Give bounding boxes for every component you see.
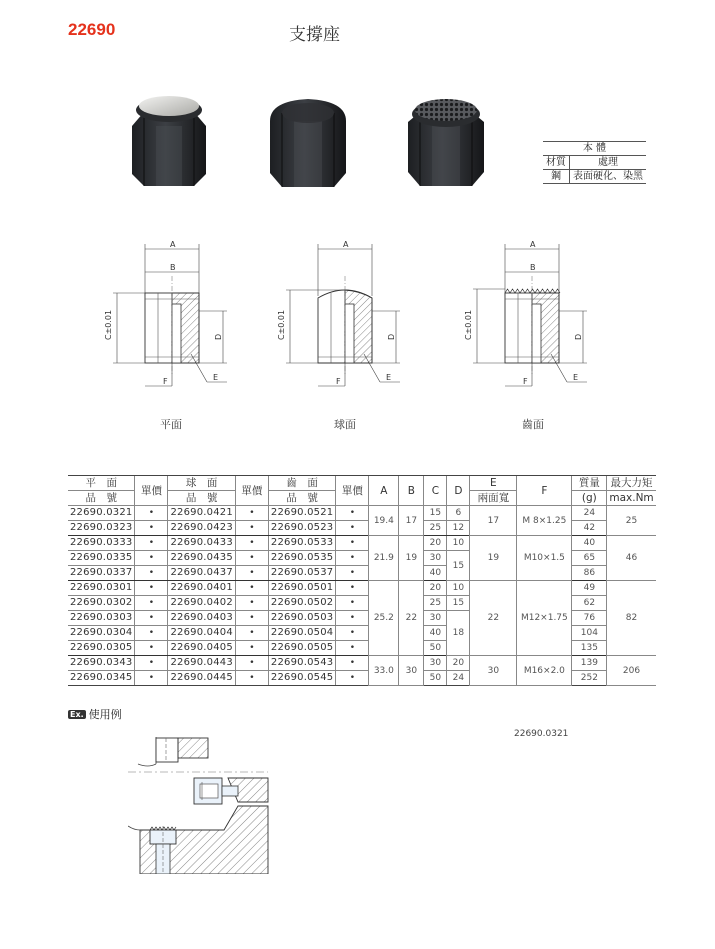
dim-c: C±0.01 — [277, 309, 286, 340]
price-cell: • — [135, 611, 168, 626]
mass-cell: 76 — [572, 611, 607, 626]
price-cell: • — [135, 536, 168, 551]
th-serr: 齒 面 — [268, 476, 335, 491]
price-cell: • — [336, 656, 369, 671]
price-cell: • — [235, 671, 268, 686]
price-cell: • — [235, 581, 268, 596]
ball-part-no: 22690.0435 — [168, 551, 235, 566]
page-title: 支撐座 — [289, 25, 340, 45]
usage-example-label — [68, 706, 122, 722]
flat-part-no: 22690.0323 — [68, 521, 135, 536]
ball-part-no: 22690.0403 — [168, 611, 235, 626]
price-cell: • — [235, 566, 268, 581]
dim-c-cell: 30 — [424, 656, 447, 671]
serrated-drawing — [464, 240, 587, 386]
material-table — [543, 141, 646, 184]
flat-part-no: 22690.0301 — [68, 581, 135, 596]
torque-cell: 46 — [607, 536, 656, 581]
mass-cell: 135 — [572, 641, 607, 656]
th-c: C — [424, 476, 447, 506]
dim-f-cell: M 8×1.25 — [517, 506, 572, 536]
torque-cell: 206 — [607, 656, 656, 686]
dim-c-cell: 15 — [424, 506, 447, 521]
price-cell: • — [235, 521, 268, 536]
caption-ball: 球面 — [334, 418, 356, 431]
price-cell: • — [235, 536, 268, 551]
flat-part-no: 22690.0333 — [68, 536, 135, 551]
dim-b: B — [530, 263, 536, 272]
dim-e: E — [573, 373, 579, 382]
torque-cell: 25 — [607, 506, 656, 536]
price-cell: • — [135, 521, 168, 536]
th-mass-sub: (g) — [572, 491, 607, 506]
dim-c-cell: 50 — [424, 641, 447, 656]
dim-d-cell: 15 — [447, 551, 470, 581]
price-cell: • — [135, 671, 168, 686]
dim-d-cell: 10 — [447, 581, 470, 596]
dim-e-cell: 19 — [470, 536, 517, 581]
price-cell: • — [135, 626, 168, 641]
flat-part-no: 22690.0304 — [68, 626, 135, 641]
flat-part-no: 22690.0335 — [68, 551, 135, 566]
serr-part-no: 22690.0505 — [268, 641, 335, 656]
dim-e: E — [213, 373, 219, 382]
dim-b-cell: 30 — [399, 656, 424, 686]
dim-d-cell: 18 — [447, 611, 470, 656]
dim-e-cell: 22 — [470, 581, 517, 656]
dim-c-cell: 25 — [424, 596, 447, 611]
price-cell: • — [135, 581, 168, 596]
dim-f-cell: M12×1.75 — [517, 581, 572, 656]
serr-part-no: 22690.0523 — [268, 521, 335, 536]
example-title: 使用例 — [88, 708, 122, 721]
th-torque-sub: max.Nm — [607, 491, 656, 506]
material-header: 本 體 — [543, 142, 646, 156]
dim-c-cell: 40 — [424, 566, 447, 581]
serr-part-no: 22690.0503 — [268, 611, 335, 626]
price-cell: • — [135, 656, 168, 671]
price-cell: • — [235, 596, 268, 611]
th-f: F — [517, 476, 572, 506]
dim-b-cell: 17 — [399, 506, 424, 536]
dim-f: F — [336, 377, 341, 386]
price-cell: • — [336, 611, 369, 626]
material-label: 材質 — [543, 156, 570, 170]
price-cell: • — [336, 521, 369, 536]
dim-c: C±0.01 — [104, 309, 113, 340]
th-e: E — [470, 476, 517, 491]
ball-part-no: 22690.0401 — [168, 581, 235, 596]
price-cell: • — [336, 551, 369, 566]
price-cell: • — [135, 506, 168, 521]
price-cell: • — [235, 641, 268, 656]
ball-part-no: 22690.0445 — [168, 671, 235, 686]
technical-drawings — [95, 236, 615, 396]
treatment-label: 處理 — [570, 156, 647, 170]
product-code: 22690 — [68, 20, 116, 39]
dim-e-cell: 17 — [470, 506, 517, 536]
mass-cell: 139 — [572, 656, 607, 671]
dim-f: F — [163, 377, 168, 386]
material-value: 鋼 — [543, 170, 570, 184]
serr-part-no: 22690.0545 — [268, 671, 335, 686]
example-badge: Ex. — [70, 710, 84, 719]
dim-a-cell: 33.0 — [369, 656, 399, 686]
dim-c-cell: 20 — [424, 536, 447, 551]
th-a: A — [369, 476, 399, 506]
price-cell: • — [336, 596, 369, 611]
serrated-support-photo — [404, 92, 488, 188]
dim-e: E — [386, 373, 392, 382]
dim-b-cell: 22 — [399, 581, 424, 656]
dim-c-cell: 20 — [424, 581, 447, 596]
ball-part-no: 22690.0443 — [168, 656, 235, 671]
dim-a: A — [530, 240, 536, 249]
dim-d: D — [214, 333, 223, 340]
th-price: 單價 — [135, 476, 168, 506]
dim-d-cell: 15 — [447, 596, 470, 611]
dim-a: A — [343, 240, 349, 249]
th-d: D — [447, 476, 470, 506]
example-part-number: 22690.0321 — [514, 729, 569, 739]
flat-part-no: 22690.0343 — [68, 656, 135, 671]
dim-b: B — [170, 263, 176, 272]
th-ball: 球 面 — [168, 476, 235, 491]
mass-cell: 86 — [572, 566, 607, 581]
price-cell: • — [336, 566, 369, 581]
price-cell: • — [135, 551, 168, 566]
ball-part-no: 22690.0404 — [168, 626, 235, 641]
serr-part-no: 22690.0533 — [268, 536, 335, 551]
serr-part-no: 22690.0501 — [268, 581, 335, 596]
dim-c-cell: 50 — [424, 671, 447, 686]
flat-part-no: 22690.0321 — [68, 506, 135, 521]
table-row — [68, 506, 656, 521]
table-row — [68, 536, 656, 551]
ball-part-no: 22690.0421 — [168, 506, 235, 521]
dim-a-cell: 21.9 — [369, 536, 399, 581]
th-e-sub: 兩面寬 — [470, 491, 517, 506]
dim-d-cell: 24 — [447, 671, 470, 686]
flat-part-no: 22690.0337 — [68, 566, 135, 581]
dim-f-cell: M10×1.5 — [517, 536, 572, 581]
price-cell: • — [336, 506, 369, 521]
th-price: 單價 — [336, 476, 369, 506]
th-flat-sub: 品 號 — [68, 491, 135, 506]
dim-d-cell: 12 — [447, 521, 470, 536]
dim-a: A — [170, 240, 176, 249]
mass-cell: 40 — [572, 536, 607, 551]
price-cell: • — [235, 626, 268, 641]
price-cell: • — [235, 551, 268, 566]
dim-d: D — [387, 333, 396, 340]
price-cell: • — [135, 596, 168, 611]
serr-part-no: 22690.0521 — [268, 506, 335, 521]
dim-d-cell: 10 — [447, 536, 470, 551]
dim-a-cell: 25.2 — [369, 581, 399, 656]
table-row — [68, 581, 656, 596]
price-cell: • — [336, 536, 369, 551]
dim-c-cell: 25 — [424, 521, 447, 536]
serr-part-no: 22690.0535 — [268, 551, 335, 566]
usage-example-drawing — [128, 734, 278, 874]
mass-cell: 49 — [572, 581, 607, 596]
price-cell: • — [336, 626, 369, 641]
serr-part-no: 22690.0543 — [268, 656, 335, 671]
dim-c-cell: 40 — [424, 626, 447, 641]
price-cell: • — [235, 506, 268, 521]
caption-flat: 平面 — [160, 418, 182, 431]
dim-d-cell: 20 — [447, 656, 470, 671]
th-ball-sub: 品 號 — [168, 491, 235, 506]
mass-cell: 42 — [572, 521, 607, 536]
price-cell: • — [135, 566, 168, 581]
dim-c: C±0.01 — [464, 309, 473, 340]
flat-drawing — [104, 240, 227, 386]
dim-d-cell: 6 — [447, 506, 470, 521]
treatment-value: 表面硬化、染黑 — [570, 170, 647, 184]
mass-cell: 65 — [572, 551, 607, 566]
flat-part-no: 22690.0303 — [68, 611, 135, 626]
price-cell: • — [235, 656, 268, 671]
spec-table — [68, 475, 656, 686]
dim-c-cell: 30 — [424, 551, 447, 566]
th-mass: 質量 — [572, 476, 607, 491]
dim-d: D — [574, 333, 583, 340]
th-flat: 平 面 — [68, 476, 135, 491]
serr-part-no: 22690.0502 — [268, 596, 335, 611]
ball-drawing — [277, 240, 400, 386]
ball-support-photo — [266, 93, 350, 189]
ball-part-no: 22690.0405 — [168, 641, 235, 656]
flat-support-photo — [126, 92, 212, 188]
ball-part-no: 22690.0423 — [168, 521, 235, 536]
price-cell: • — [336, 671, 369, 686]
serr-part-no: 22690.0537 — [268, 566, 335, 581]
ball-part-no: 22690.0433 — [168, 536, 235, 551]
th-serr-sub: 品 號 — [268, 491, 335, 506]
caption-serrated: 齒面 — [522, 418, 544, 431]
price-cell: • — [135, 641, 168, 656]
th-b: B — [399, 476, 424, 506]
price-cell: • — [336, 581, 369, 596]
dim-c-cell: 30 — [424, 611, 447, 626]
dim-b-cell: 19 — [399, 536, 424, 581]
torque-cell: 82 — [607, 581, 656, 656]
flat-part-no: 22690.0345 — [68, 671, 135, 686]
ball-part-no: 22690.0402 — [168, 596, 235, 611]
flat-part-no: 22690.0302 — [68, 596, 135, 611]
mass-cell: 24 — [572, 506, 607, 521]
dim-f: F — [523, 377, 528, 386]
dim-a-cell: 19.4 — [369, 506, 399, 536]
price-cell: • — [336, 641, 369, 656]
mass-cell: 62 — [572, 596, 607, 611]
table-row — [68, 656, 656, 671]
price-cell: • — [235, 611, 268, 626]
ball-part-no: 22690.0437 — [168, 566, 235, 581]
th-torque: 最大力矩 — [607, 476, 656, 491]
th-price: 單價 — [235, 476, 268, 506]
dim-e-cell: 30 — [470, 656, 517, 686]
mass-cell: 252 — [572, 671, 607, 686]
mass-cell: 104 — [572, 626, 607, 641]
flat-part-no: 22690.0305 — [68, 641, 135, 656]
dim-f-cell: M16×2.0 — [517, 656, 572, 686]
serr-part-no: 22690.0504 — [268, 626, 335, 641]
